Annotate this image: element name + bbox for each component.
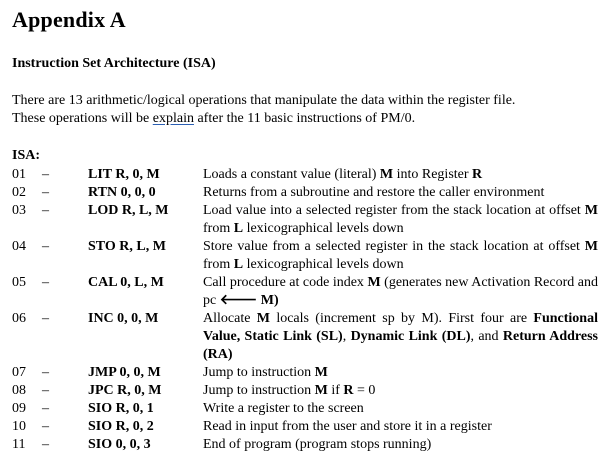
instruction-row: [12, 436, 607, 454]
instruction-row: [12, 238, 607, 274]
instruction-number: 05: [12, 275, 26, 290]
intro-line-2-end: after the 11 basic instructions of PM/0.: [193, 111, 416, 126]
intro-line-1: There are 13 arithmetic/logical operations that manipulate the data within the register file.: [12, 93, 516, 108]
opcode: STO: [88, 239, 116, 254]
operands: 0, 0, 3: [112, 437, 151, 452]
instruction-description: Store value from a selected register in the stack location at offset M from L lexicographical levels down: [203, 239, 598, 272]
instruction-description: End of program (program stops running): [203, 437, 432, 452]
opcode: JMP: [88, 365, 116, 380]
instruction-description: Jump to instruction M if R = 0: [203, 383, 376, 398]
instruction-mnemonic: [88, 202, 169, 220]
instruction-mnemonic: [88, 274, 164, 292]
operands: 0, 0, M: [116, 365, 161, 380]
instruction-dash: –: [42, 275, 49, 290]
instruction-dash: –: [42, 365, 49, 380]
instruction-dash: –: [42, 185, 49, 200]
operands: 0, 0, 0: [117, 185, 156, 200]
instruction-row: [12, 364, 607, 382]
instruction-description: Jump to instruction M: [203, 365, 328, 380]
instruction-mnemonic: [88, 166, 160, 184]
instruction-description: Allocate M locals (increment sp by M). First four are Functional Value, Static Link (SL), Dynamic Link (DL), and Return Address (RA): [203, 311, 598, 362]
operands: R, 0, M: [111, 167, 160, 182]
opcode: CAL: [88, 275, 117, 290]
instruction-list: [12, 166, 607, 454]
instruction-dash: –: [42, 401, 49, 416]
intro-paragraph: [12, 92, 607, 128]
instruction-number: 04: [12, 239, 26, 254]
operands: R, L, M: [118, 203, 169, 218]
instruction-row: [12, 400, 607, 418]
opcode: RTN: [88, 185, 118, 200]
opcode: LOD: [88, 203, 119, 218]
instruction-row: [12, 166, 607, 184]
instruction-mnemonic: [88, 184, 156, 202]
operands: R, 0, 2: [112, 419, 154, 434]
instruction-description: Returns from a subroutine and restore the caller environment: [203, 185, 545, 200]
instruction-row: [12, 184, 607, 202]
instruction-row: [12, 418, 607, 436]
instruction-number: 06: [12, 311, 26, 326]
instruction-description: Write a register to the screen: [203, 401, 364, 416]
instruction-mnemonic: [88, 400, 154, 418]
instruction-description: Loads a constant value (literal) M into Register R: [203, 167, 483, 182]
instruction-mnemonic: [88, 382, 162, 400]
opcode: INC: [88, 311, 114, 326]
instruction-mnemonic: [88, 310, 158, 328]
operands: 0, 0, M: [113, 311, 159, 326]
opcode: SIO: [88, 437, 113, 452]
intro-line-2-start: These operations will be: [12, 111, 153, 126]
isa-label: ISA:: [12, 148, 41, 163]
opcode: SIO: [88, 419, 113, 434]
instruction-number: 07: [12, 365, 26, 380]
operands: R, 0, M: [113, 383, 162, 398]
instruction-number: 02: [12, 185, 26, 200]
instruction-description: Load value into a selected register from the stack location at offset M from L lexicographical levels down: [203, 203, 598, 236]
instruction-description: Call procedure at code index M (generates new Activation Record and pc 🡐 M): [203, 275, 598, 308]
instruction-row: [12, 202, 607, 238]
operands: R, L, M: [115, 239, 166, 254]
operands: 0, L, M: [116, 275, 164, 290]
instruction-number: 01: [12, 167, 26, 182]
instruction-mnemonic: [88, 418, 154, 436]
instruction-row: [12, 274, 607, 310]
instruction-dash: –: [42, 311, 49, 326]
opcode: LIT: [88, 167, 112, 182]
instruction-mnemonic: [88, 364, 161, 382]
instruction-dash: –: [42, 419, 49, 434]
instruction-row: [12, 382, 607, 400]
instruction-number: 03: [12, 203, 26, 218]
instruction-dash: –: [42, 203, 49, 218]
instruction-row: [12, 310, 607, 364]
instruction-dash: –: [42, 239, 49, 254]
instruction-dash: –: [42, 167, 49, 182]
instruction-mnemonic: [88, 238, 166, 256]
page-title: Appendix A: [12, 7, 126, 32]
instruction-dash: –: [42, 437, 49, 452]
instruction-number: 09: [12, 401, 26, 416]
instruction-mnemonic: [88, 436, 151, 454]
instruction-number: 08: [12, 383, 26, 398]
instruction-number: 10: [12, 419, 26, 434]
instruction-description: Read in input from the user and store it in a register: [203, 419, 492, 434]
instruction-dash: –: [42, 383, 49, 398]
operands: R, 0, 1: [112, 401, 154, 416]
section-heading: Instruction Set Architecture (ISA): [12, 56, 216, 71]
opcode: JPC: [88, 383, 114, 398]
opcode: SIO: [88, 401, 113, 416]
instruction-number: 11: [12, 437, 26, 452]
spellcheck-word: explain: [152, 111, 194, 126]
